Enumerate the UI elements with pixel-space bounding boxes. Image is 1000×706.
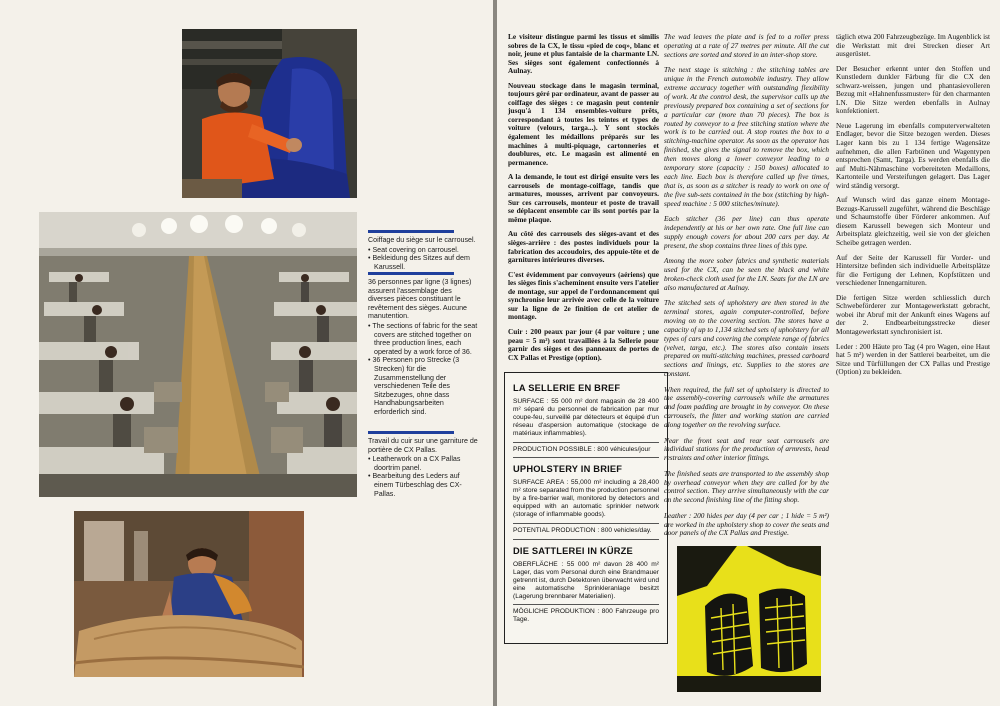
box-divider bbox=[513, 539, 659, 540]
paragraph: Auf Wunsch wird das ganze einem Montage-Bezugs-Karussell zugeführt, während die Beschläge und Schaumstoffe über Förderer ankommen. Auf diesem Karussell bewegen sich Monteur und Arbeitsplatz gleichzeitig, weil sie von der gleichen Scheibe getragen werden. bbox=[836, 195, 990, 248]
paragraph: The wad leaves the plate and is fed to a roller press operating at a rate of 27 metres per minute. All the cut sections are sorted and stored in an inter-shop store. bbox=[664, 32, 829, 59]
caption-fr: Travail du cuir sur une garniture de portière de CX Pallas. bbox=[368, 437, 478, 454]
photo-stitching-lines bbox=[39, 212, 357, 497]
paragraph: Le visiteur distingue parmi les tissus et similis sobres de la CX, le tissu «pied de coq», blanc et noir, jeune et plus fantaisie de la charmante LN. Ses sièges sont également confectionnés à Aulnay. bbox=[508, 32, 659, 76]
caption-de: • Bekleidung des Sitzes auf dem Karussell. bbox=[368, 254, 470, 271]
box-production-en: POTENTIAL PRODUCTION : 800 vehicles/day. bbox=[513, 526, 652, 534]
german-column bbox=[836, 33, 990, 383]
caption-en: • Leatherwork on a CX Pallas doortrim panel. bbox=[368, 455, 461, 472]
paragraph: täglich etwa 200 Fahrzeugbezüge. Im Augenblick ist die Werkstatt mit drei Strecken dieser Art ausgerüstet. bbox=[836, 32, 990, 59]
photo-seat-covering bbox=[182, 29, 357, 198]
box-divider bbox=[513, 604, 659, 605]
box-title-en: UPHOLSTERY IN BRIEF bbox=[513, 464, 623, 475]
caption-leather bbox=[368, 431, 480, 498]
right-page bbox=[497, 0, 1000, 706]
photo-leatherwork bbox=[74, 511, 304, 677]
box-production-fr: PRODUCTION POSSIBLE : 800 véhicules/jour bbox=[513, 445, 651, 453]
caption-rule bbox=[368, 272, 454, 275]
paragraph: Among the more sober fabrics and synthetic materials used for the CX, can be seen the black and white broken-check cloth used for the LN. Seats for the LN are also manufactured at Aulnay. bbox=[664, 256, 829, 292]
upholstery-facts-box bbox=[504, 372, 668, 644]
box-surface-en: SURFACE AREA : 55,000 m² including a 28,400 m² store separated from the production personnel by a fire-barrier wall, monitored by detectors and equipped with an automatic sprinkler network (storage of inflammable goods). bbox=[513, 479, 659, 519]
left-page bbox=[0, 0, 493, 706]
box-divider bbox=[513, 457, 659, 458]
caption-de: • Bearbeitung des Leders auf einem Türbeschlag des CX-Pallas. bbox=[368, 472, 462, 498]
english-column bbox=[664, 33, 829, 545]
french-column bbox=[508, 33, 659, 368]
box-production-de: MÖGLICHE PRODUKTION : 800 Fahrzeuge pro Tage. bbox=[513, 608, 659, 624]
paragraph: Au côté des carrousels des sièges-avant et des sièges-arrière : des postes individuels pour la fabrication des accoudoirs, des appuie-tête et de garnitures intérieures diverses. bbox=[508, 229, 659, 265]
caption-fr: Coiffage du siège sur le carrousel. bbox=[368, 236, 476, 244]
paragraph: The finished seats are transported to the assembly shop by overhead conveyor when they are called for by the control section. They arrive simultaneously with the car on the second finishing line of the fitting shop. bbox=[664, 468, 829, 505]
caption-rule bbox=[368, 431, 454, 434]
paragraph: Near the front seat and rear seat carrousels are individual stations for the production of armrests, head restraints and other interior fittings. bbox=[664, 435, 829, 463]
box-title-fr: LA SELLERIE EN BREF bbox=[513, 383, 621, 393]
caption-en: • Seat covering on carrousel. bbox=[368, 245, 459, 254]
paragraph: Cuir : 200 peaux par jour (4 par voiture ; une peau = 5 m²) sont travaillées à la Sellerie pour garnir des sièges et des panneaux de portes de CX Pallas et Prestige (option). bbox=[508, 326, 659, 362]
paragraph: C'est évidemment par convoyeurs (aériens) que les sièges finis s'acheminent ensuite vers l'atelier de montage, sur appel de l'ordonnancement qui synchronise leur arrivée avec celle de la voiture sur la ligne de 2e finition de cet atelier de montage. bbox=[508, 269, 659, 322]
box-divider bbox=[513, 442, 659, 443]
box-surface-fr: SURFACE : 55 000 m² dont magasin de 28 400 m² séparé du personnel de fabrication par mur coupe-feu, surveillé par détecteurs et équipé d'un réseau d'aspersion automatique (stockage de matériaux inflammables). bbox=[513, 398, 659, 437]
paragraph: Neue Lagerung im ebenfalls computerverwalteten Endlager, bevor die Sitze bezogen werden. Dieses Lager kann bis zu 1 134 fertige Wagensätze aufnehmen, die allen Farbtönen und Wagentypen entsprechen (Samt, Targa). Es werden ebenfalls die auf Multi-Nähmaschine vorbereiteten Medaillons, Kartonteile und Versteifungen gelagert. Das Lager wird ständig versorgt. bbox=[836, 120, 990, 190]
paragraph: The stitched sets of upholstery are then stored in the terminal stores, again computer-controlled, before moving on to the covering section. The stores have a capacity of up to 1,134 stitched sets of upholstery for all types of cars and covering the complete range of fabrics (velvet, targa, etc.). The stores also contain insets prepared on multi-stitching machines, pressed carboard sections and linings, etc. Supplies to the stores are constant. bbox=[664, 298, 829, 379]
caption-fr: 36 personnes par ligne (3 lignes) assurent l'assemblage des diverses pièces constituant le revêtement des sièges. Aucune manutention. bbox=[368, 278, 472, 321]
photo-seat-frames-yellow bbox=[677, 546, 821, 692]
paragraph: When required, the full set of upholstery is directed to the assembly-covering carrousels while the armatures and foam padding are brought in by conveyor. On these carrousels, the fitter and working station are carried along together on the revolving surface. bbox=[664, 384, 829, 430]
paragraph: Each stitcher (36 per line) can thus operate independently at his or her own rate. One full line can supply enough covers for about 200 cars per day. At present, the shop contains three lines of this type. bbox=[664, 214, 829, 250]
caption-en: • The sections of fabric for the seat covers are stitched together on three production lines, each operated by a work force of 36. bbox=[368, 321, 478, 356]
box-title-de: DIE SATTLEREI IN KÜRZE bbox=[513, 545, 633, 556]
caption-stitching bbox=[368, 272, 480, 417]
paragraph: Auf der Seite der Karussell für Vorder- und Hintersitze befinden sich individuelle Arbeitsplätze für die Fertigung der Lehnen, Kopfstützen und verschiedener Innengarnituren. bbox=[836, 252, 990, 288]
paragraph: Der Besucher erkennt unter den Stoffen und Kunstledern dunkler Färbung für die CX den schwarz-weissen, jungen und phantasievolleren Bezug mit «Hahnenfussmuster» für den charmanten LN. Die Sitze werden ebenfalls in Aulnay konfektioniert. bbox=[836, 63, 990, 116]
paragraph: Die fertigen Sitze werden schliesslich durch Schwebeförderer zur Montagewerkstatt gebracht, wobei ihr Abruf mit der Ankunft eines Wagens auf der 2. Endbearbeitungsstrecke dieser Montagewerkstatt synchronisiert ist. bbox=[836, 292, 990, 336]
paragraph: Leder : 200 Häute pro Tag (4 pro Wagen, eine Haut hat 5 m²) werden in der Sattlerei bearbeitet, um die Sitze und Türfüllungen der CX Pallas und Prestige (Option) zu bekleiden. bbox=[836, 341, 990, 377]
paragraph: The next stage is stitching : the stitching tables are unique in the French automobile industry. They allow extreme accuracy together with outstanding flexibility of work. At the control desk, the supervisor calls up the previously prepared box containing a set of sections for a particular car (more than 70 pieces). The box is routed by conveyor to a free stitching station where the work is to be carried out. A stop routes the box to a stitching-machine operator. As soon as the operator has finished, she gives the signal to remove the box, which then moves along a lower conveyor leading to a temporary store (capacity : 150 boxes) allocated to each line. Each box is therefore called up five times, that is, as soon as a stitcher is ready to work on one of the five sub-sets contained in the box (stitching by high-speed machine : 5 000 stitches/minute). bbox=[664, 65, 829, 208]
caption-rule bbox=[368, 230, 454, 233]
paragraph: A la demande, le tout est dirigé ensuite vers les carrousels de montage-coiffage, tandis que armatures, mousses, arrivent par convoyeurs. Sur ces carrousels, monteur et poste de travail se déplacent ensemble car ils sont portés par la même plaque. bbox=[508, 172, 659, 224]
paragraph: Nouveau stockage dans le magasin terminal, toujours géré par ordinateur, avant de passer au coiffage des sièges : ce magasin peut contenir jusqu'à 1 134 ensembles-voiture prêts, correspondant à toutes les teintes et types de voiture (velours, targa...). Y sont stockés également les médaillons préparés sur les machines à multi-piquage, cartonneries et doublures, etc. Le magasin est alimenté en permanence. bbox=[508, 80, 659, 167]
paragraph: Leather : 200 hides per day (4 per car ; 1 hide = 5 m²) are worked in the upholstery shop to cover the seats and door panels of the CX Pallas and Prestige. bbox=[664, 510, 829, 538]
box-surface-de: OBERFLÄCHE : 55 000 m² davon 28 400 m² Lager, das vom Personal durch eine Brandmauer getrennt ist, durch Detektoren überwacht wird und eine automatische Sprinkleranlage besitzt (Lagerung brennbarer Materialien). bbox=[513, 560, 659, 600]
caption-de: • 36 Personen pro Strecke (3 Strecken) für die Zusammenstellung der verschiedenen Teile des Sitzbezuges, ohne dass Handhabungsarbeiten erforderlich sind. bbox=[368, 356, 460, 416]
caption-seat-covering bbox=[368, 230, 480, 271]
box-divider bbox=[513, 523, 659, 524]
